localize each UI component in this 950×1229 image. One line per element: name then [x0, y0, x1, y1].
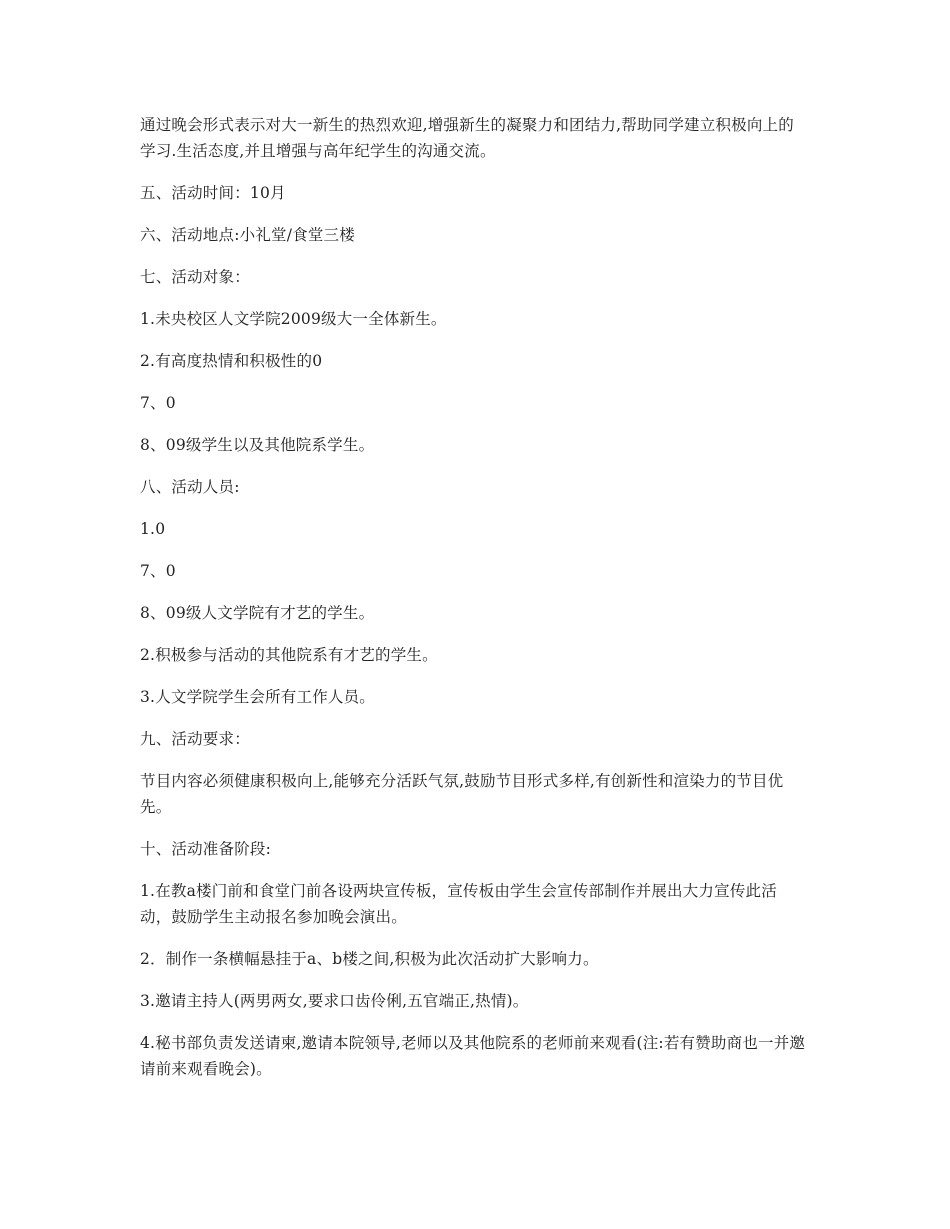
paragraph-requirements: 节目内容必须健康积极向上,能够充分活跃气氛,鼓励节目形式多样,有创新性和渲染力的节目优先。 [140, 772, 784, 816]
list-item: 1.在教a楼门前和食堂门前各设两块宣传板，宣传板由学生会宣传部制作并展出大力宣传此活动，鼓励学生主动报名参加晚会演出。 [140, 882, 777, 926]
list-item: 2.积极参与活动的其他院系有才艺的学生。 [140, 646, 438, 664]
paragraph-purpose: 通过晚会形式表示对大一新生的热烈欢迎,增强新生的凝聚力和团结力,帮助同学建立积极向上的学习.生活态度,并且增强与高年纪学生的沟通交流。 [140, 116, 794, 160]
paragraph-activity-location: 六、活动地点:小礼堂/食堂三楼 [140, 226, 355, 244]
list-item: 3.人文学院学生会所有工作人员。 [140, 688, 375, 706]
list-item: 1.未央校区人文学院2009级大一全体新生。 [140, 310, 447, 328]
list-item: 2.有高度热情和积极性的0 [140, 352, 323, 370]
list-item: 1.0 [140, 520, 166, 538]
document-page [140, 112, 808, 1098]
list-item: 4.秘书部负责发送请柬,邀请本院领导,老师以及其他院系的老师前来观看(注:若有赞助商也一并邀请前来观看晚会)。 [140, 1034, 806, 1078]
list-item: 7、0 [140, 394, 176, 412]
heading-preparation-stage: 十、活动准备阶段: [140, 840, 272, 858]
heading-activity-audience: 七、活动对象： [140, 268, 250, 286]
paragraph-activity-time: 五、活动时间：10月 [140, 184, 286, 202]
list-item: 2．制作一条横幅悬挂于a、b楼之间,积极为此次活动扩大影响力。 [140, 950, 599, 968]
list-item: 8、09级学生以及其他院系学生。 [140, 436, 375, 454]
heading-activity-staff: 八、活动人员: [140, 478, 240, 496]
list-item: 7、0 [140, 562, 176, 580]
list-item: 3.邀请主持人(两男两女,要求口齿伶俐,五官端正,热情)。 [140, 992, 529, 1010]
list-item: 8、09级人文学院有才艺的学生。 [140, 604, 375, 622]
heading-activity-requirements: 九、活动要求： [140, 730, 250, 748]
